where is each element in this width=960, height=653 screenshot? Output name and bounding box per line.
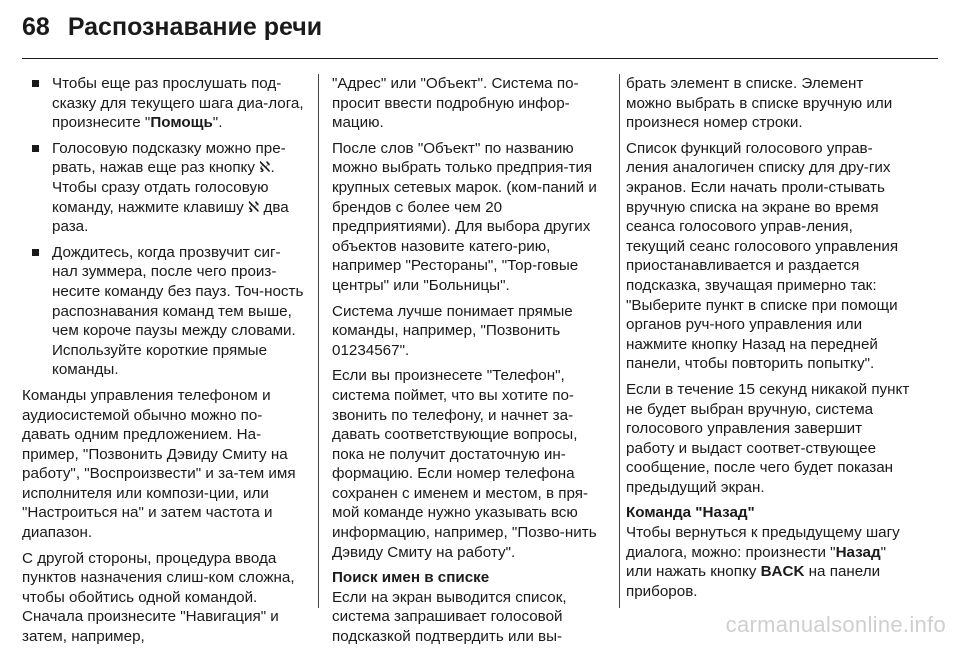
back-key-label: BACK: [760, 563, 805, 581]
column-2: [332, 74, 612, 653]
bullet-item-help: Чтобы еще раз прослушать под-сказку для текущего шага диа-лога, произнесите "Помощь".: [22, 74, 306, 133]
paragraph: После слов "Объект" по названию можно выбрать только предприя-тия крупных сетевых марок. (ком-паний и брендов с более чем 20 предприятиями). Для выбора других объектов назовите катего-рию, например "Рестораны", "Тор-говые центры" или "Больницы".: [332, 139, 597, 294]
column-divider-2: [619, 74, 620, 608]
column-3: [626, 74, 910, 607]
header-rule: [22, 58, 938, 59]
paragraph: Чтобы вернуться к предыдущему шагу диалога, можно: произнести "Назад" или нажать кнопку BACK на панели приборов.: [626, 524, 900, 600]
paragraph: Система лучше понимает прямые команды, например, "Позвонить 01234567".: [332, 302, 573, 359]
paragraph: брать элемент в списке. Элемент можно выбрать в списке вручную или произнеся номер строки.: [626, 75, 893, 132]
back-command: Назад: [835, 543, 881, 561]
paragraph: Если на экран выводится список, система запрашивает голосовой подсказкой подтвердить или вы-: [332, 588, 567, 646]
bullet-item-interrupt: Голосовую подсказку можно пре-рвать, нажав еще раз кнопку ℵ. Чтобы сразу отдать голосовую команду, нажмите клавишу ℵ два раза.: [22, 139, 306, 237]
paragraph: С другой стороны, процедура ввода пунктов назначения слиш-ком сложна, чтобы обойтись одной командой. Сначала произнесите "Навигация" и затем, например,: [22, 549, 295, 646]
bullet-item-wait-beep: Дождитесь, когда прозвучит сиг-нал зуммера, после чего произ-несите команду без пауз. Точ-ность распознавания команд тем выше, чем короче паузы между словами. Используйте короткие прямые команды.: [22, 243, 306, 380]
page-header: [22, 13, 322, 49]
section-heading-back-command: Команда "Назад": [626, 504, 755, 522]
paragraph: "Адрес" или "Объект". Система по-просит ввести подробную инфор-мацию.: [332, 75, 579, 132]
voice-button-icon: ℵ: [259, 159, 271, 177]
watermark: carmanualsonline.info: [725, 612, 946, 637]
paragraph: Если вы произнесете "Телефон", система поймет, что вы хотите по-звонить по телефону, и начнет за-давать соответствующие вопросы, пока не получит достаточную ин-формацию. Если номер телефона сохранен с именем и местом, в пря-мой команде нужно указывать всю информацию, например, "Позво-нить Дэвиду Смиту на работу".: [332, 367, 597, 561]
help-command: Помощь: [150, 114, 213, 132]
page-number: 68: [22, 13, 50, 41]
paragraph: Команды управления телефоном и аудиосистемой обычно можно по-давать одним предложением. На-пример, "Позвонить Дэвиду Смиту на работу", "Воспроизвести" и за-тем имя исполнителя или компози-ции, или "Настроиться на" и затем частота и диапазон.: [22, 386, 296, 542]
column-1: [22, 74, 306, 653]
voice-button-icon: ℵ: [247, 198, 260, 216]
column-divider-1: [318, 74, 319, 608]
paragraph: Если в течение 15 секунд никакой пункт не будет выбран вручную, система голосового управления завершит работу и выдаст соответ-ствующее сообщение, после чего будет показан предыдущий экран.: [626, 380, 910, 496]
paragraph: Список функций голосового управ-ления аналогичен списку для дру-гих экранов. Если начать проли-стывать вручную списка на экране во время сеанса голосового управ-ления, текущий сеанс голосового управления приостанавливается и раздается подсказка, звучащая примерно так: "Выберите пункт в списке при помощи органов руч-ного управления или нажмите кнопку Назад на передней панели, чтобы повторить попытку".: [626, 139, 899, 373]
page-title: Распознавание речи: [67, 13, 323, 41]
section-heading-list-search: Поиск имен в списке: [332, 569, 490, 587]
